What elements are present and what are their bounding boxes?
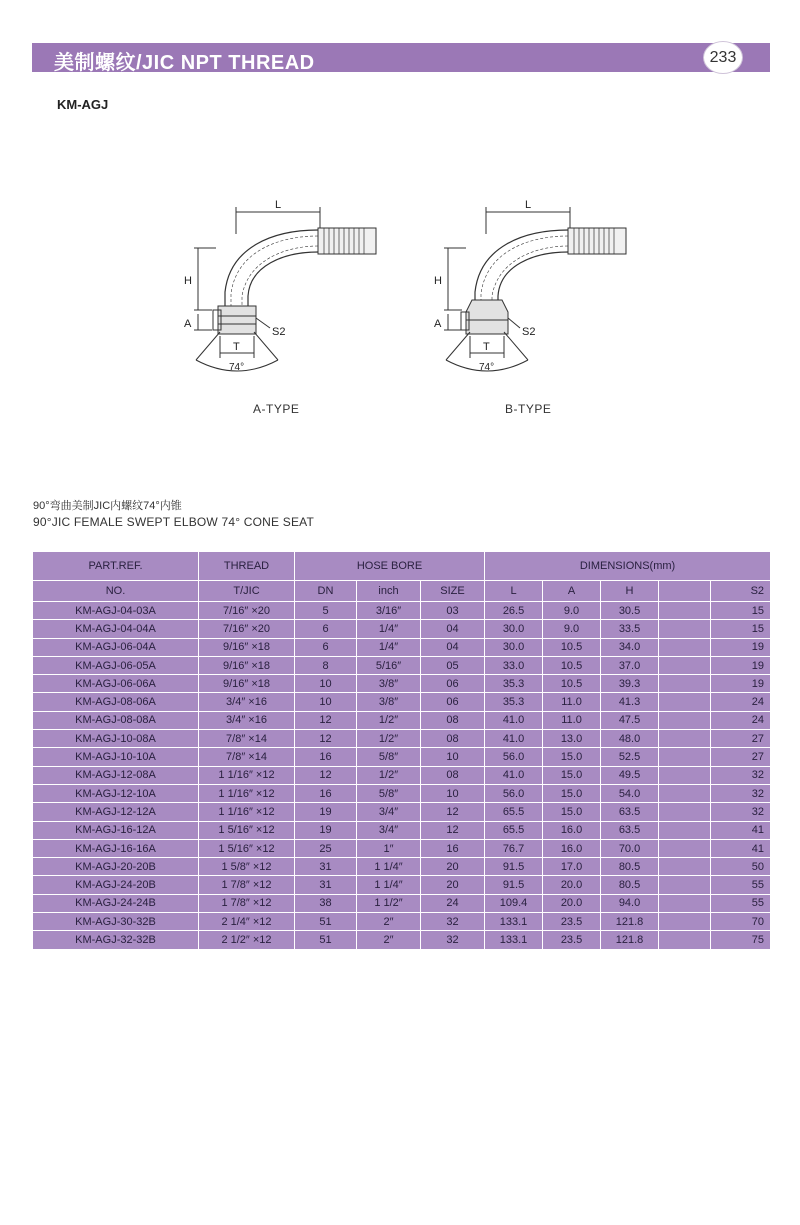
cell-dim-a: 16.0 (543, 839, 601, 857)
label-s2: S2 (522, 326, 536, 338)
cell-dim-h: 121.8 (601, 913, 659, 931)
col-header-a: A (543, 581, 601, 602)
label-t: T (483, 341, 490, 353)
label-l: L (525, 199, 532, 211)
cell-dn: 5 (295, 602, 357, 620)
table-row (33, 638, 771, 656)
cell-dim-a: 15.0 (543, 748, 601, 766)
cell-inch: 1 1/4″ (357, 858, 421, 876)
cell-part-no: KM-AGJ-24-20B (33, 876, 199, 894)
cell-dim-l: 65.5 (485, 803, 543, 821)
cell-dim-s2: 75 (711, 931, 771, 949)
cell-dim-l: 56.0 (485, 748, 543, 766)
cell-dim-a: 20.0 (543, 876, 601, 894)
cell-dim-l: 35.3 (485, 675, 543, 693)
cell-dim-s2: 19 (711, 656, 771, 674)
table-row (33, 766, 771, 784)
cell-dim-s2: 32 (711, 766, 771, 784)
cell-dim-blank (659, 858, 711, 876)
description-en: 90°JIC FEMALE SWEPT ELBOW 74° CONE SEAT (33, 515, 315, 529)
cell-inch: 1/4″ (357, 638, 421, 656)
cell-dim-a: 20.0 (543, 894, 601, 912)
table-row (33, 931, 771, 949)
cell-dim-h: 47.5 (601, 711, 659, 729)
cell-size: 32 (421, 913, 485, 931)
cell-dn: 31 (295, 858, 357, 876)
cell-dim-h: 63.5 (601, 821, 659, 839)
cell-thread: 1 5/16″ ×12 (199, 821, 295, 839)
cell-dim-h: 41.3 (601, 693, 659, 711)
label-h: H (184, 275, 192, 287)
cell-dim-blank (659, 730, 711, 748)
cell-dim-l: 35.3 (485, 693, 543, 711)
cell-dn: 12 (295, 711, 357, 729)
cell-dim-h: 54.0 (601, 784, 659, 802)
cell-dim-h: 39.3 (601, 675, 659, 693)
cell-part-no: KM-AGJ-12-10A (33, 784, 199, 802)
cell-dim-blank (659, 675, 711, 693)
cell-dim-s2: 15 (711, 602, 771, 620)
label-l: L (275, 199, 282, 211)
col-header-size: SIZE (421, 581, 485, 602)
cell-size: 04 (421, 620, 485, 638)
cell-dim-l: 30.0 (485, 638, 543, 656)
cell-thread: 9/16″ ×18 (199, 638, 295, 656)
cell-inch: 1/2″ (357, 711, 421, 729)
cell-dim-l: 76.7 (485, 839, 543, 857)
cell-dim-l: 65.5 (485, 821, 543, 839)
cell-dim-l: 109.4 (485, 894, 543, 912)
cell-inch: 1/2″ (357, 730, 421, 748)
cell-inch: 3/4″ (357, 821, 421, 839)
cell-inch: 3/8″ (357, 675, 421, 693)
cell-dim-l: 91.5 (485, 876, 543, 894)
cell-size: 03 (421, 602, 485, 620)
cell-dim-h: 33.5 (601, 620, 659, 638)
col-header-hose-bore: HOSE BORE (295, 552, 485, 581)
caption-a-type: A-TYPE (253, 402, 300, 416)
cell-dim-s2: 27 (711, 730, 771, 748)
cell-part-no: KM-AGJ-12-08A (33, 766, 199, 784)
cell-inch: 2″ (357, 913, 421, 931)
cell-size: 12 (421, 821, 485, 839)
cell-dim-a: 10.5 (543, 675, 601, 693)
cell-dim-blank (659, 913, 711, 931)
col-header-part-ref: PART.REF. (33, 552, 199, 581)
cell-thread: 7/16″ ×20 (199, 620, 295, 638)
cell-inch: 3/4″ (357, 803, 421, 821)
cell-dn: 31 (295, 876, 357, 894)
cell-part-no: KM-AGJ-32-32B (33, 931, 199, 949)
col-header-tjic: T/JIC (199, 581, 295, 602)
cell-dn: 8 (295, 656, 357, 674)
cell-dim-l: 26.5 (485, 602, 543, 620)
cell-part-no: KM-AGJ-16-16A (33, 839, 199, 857)
cell-dn: 10 (295, 693, 357, 711)
cell-thread: 3/4″ ×16 (199, 693, 295, 711)
cell-size: 06 (421, 693, 485, 711)
col-header-dimensions: DIMENSIONS(mm) (485, 552, 771, 581)
cell-dim-h: 94.0 (601, 894, 659, 912)
cell-thread: 2 1/2″ ×12 (199, 931, 295, 949)
cell-size: 08 (421, 730, 485, 748)
spec-table (32, 551, 771, 950)
cell-dim-a: 15.0 (543, 766, 601, 784)
cell-thread: 1 5/16″ ×12 (199, 839, 295, 857)
cell-size: 16 (421, 839, 485, 857)
cell-dim-blank (659, 839, 711, 857)
col-header-no: NO. (33, 581, 199, 602)
cell-dim-s2: 24 (711, 711, 771, 729)
label-a: A (184, 318, 192, 330)
cell-dn: 6 (295, 620, 357, 638)
cell-thread: 1 1/16″ ×12 (199, 766, 295, 784)
col-header-blank (659, 581, 711, 602)
table-row (33, 693, 771, 711)
cell-dim-blank (659, 638, 711, 656)
cell-part-no: KM-AGJ-04-04A (33, 620, 199, 638)
caption-b-type: B-TYPE (505, 402, 552, 416)
cell-size: 10 (421, 784, 485, 802)
cell-dim-l: 41.0 (485, 711, 543, 729)
cell-dim-h: 30.5 (601, 602, 659, 620)
cell-dim-a: 17.0 (543, 858, 601, 876)
cell-inch: 1/2″ (357, 766, 421, 784)
cell-thread: 9/16″ ×18 (199, 656, 295, 674)
cell-dim-h: 48.0 (601, 730, 659, 748)
cell-dim-h: 80.5 (601, 876, 659, 894)
cell-part-no: KM-AGJ-04-03A (33, 602, 199, 620)
cell-thread: 7/8″ ×14 (199, 730, 295, 748)
cell-inch: 1/4″ (357, 620, 421, 638)
cell-dim-blank (659, 784, 711, 802)
cell-dim-s2: 70 (711, 913, 771, 931)
model-code: KM-AGJ (57, 97, 109, 112)
cell-size: 12 (421, 803, 485, 821)
cell-part-no: KM-AGJ-08-08A (33, 711, 199, 729)
cell-dim-l: 133.1 (485, 913, 543, 931)
drawing-b-type (428, 192, 648, 382)
cell-dim-l: 41.0 (485, 766, 543, 784)
cell-dim-s2: 15 (711, 620, 771, 638)
cell-dn: 51 (295, 931, 357, 949)
cell-part-no: KM-AGJ-08-06A (33, 693, 199, 711)
cell-dim-s2: 19 (711, 638, 771, 656)
cell-size: 06 (421, 675, 485, 693)
table-row (33, 803, 771, 821)
description-cn: 90°弯曲美制JIC内螺纹74°内锥 (33, 500, 182, 512)
label-s2: S2 (272, 326, 286, 338)
cell-dim-s2: 50 (711, 858, 771, 876)
cell-dim-blank (659, 894, 711, 912)
cell-dim-h: 70.0 (601, 839, 659, 857)
cell-size: 20 (421, 858, 485, 876)
table-row (33, 602, 771, 620)
cell-dn: 12 (295, 730, 357, 748)
cell-dim-a: 15.0 (543, 784, 601, 802)
col-header-s2: S2 (711, 581, 771, 602)
cell-part-no: KM-AGJ-06-04A (33, 638, 199, 656)
cell-inch: 2″ (357, 931, 421, 949)
cell-dim-s2: 55 (711, 894, 771, 912)
cell-dim-l: 33.0 (485, 656, 543, 674)
cell-thread: 7/16″ ×20 (199, 602, 295, 620)
cell-dim-l: 133.1 (485, 931, 543, 949)
cell-dim-a: 11.0 (543, 693, 601, 711)
cell-dim-s2: 41 (711, 821, 771, 839)
cell-part-no: KM-AGJ-10-08A (33, 730, 199, 748)
col-header-h: H (601, 581, 659, 602)
cell-thread: 7/8″ ×14 (199, 748, 295, 766)
cell-dim-blank (659, 748, 711, 766)
cell-dim-blank (659, 620, 711, 638)
cell-inch: 1 1/4″ (357, 876, 421, 894)
cell-dim-blank (659, 931, 711, 949)
cell-dn: 12 (295, 766, 357, 784)
label-t: T (233, 341, 240, 353)
cell-dim-a: 11.0 (543, 711, 601, 729)
label-angle: 74° (229, 362, 245, 373)
cell-dn: 19 (295, 803, 357, 821)
col-header-thread: THREAD (199, 552, 295, 581)
cell-dn: 51 (295, 913, 357, 931)
cell-dim-a: 15.0 (543, 803, 601, 821)
cell-dn: 6 (295, 638, 357, 656)
cell-part-no: KM-AGJ-30-32B (33, 913, 199, 931)
cell-dim-h: 63.5 (601, 803, 659, 821)
table-row (33, 730, 771, 748)
cell-dim-a: 16.0 (543, 821, 601, 839)
cell-dim-blank (659, 821, 711, 839)
cell-thread: 2 1/4″ ×12 (199, 913, 295, 931)
cell-inch: 5/8″ (357, 784, 421, 802)
cell-dim-a: 10.5 (543, 656, 601, 674)
table-row (33, 894, 771, 912)
cell-dim-l: 30.0 (485, 620, 543, 638)
cell-dim-s2: 24 (711, 693, 771, 711)
cell-dim-blank (659, 876, 711, 894)
cell-dn: 10 (295, 675, 357, 693)
cell-inch: 5/16″ (357, 656, 421, 674)
table-row (33, 858, 771, 876)
cell-dim-blank (659, 766, 711, 784)
cell-size: 04 (421, 638, 485, 656)
cell-inch: 5/8″ (357, 748, 421, 766)
cell-size: 20 (421, 876, 485, 894)
cell-size: 05 (421, 656, 485, 674)
cell-part-no: KM-AGJ-06-05A (33, 656, 199, 674)
label-a: A (434, 318, 442, 330)
spec-table-body (33, 602, 771, 950)
cell-dim-s2: 55 (711, 876, 771, 894)
cell-dim-s2: 32 (711, 784, 771, 802)
cell-dim-blank (659, 803, 711, 821)
cell-dim-a: 23.5 (543, 913, 601, 931)
col-header-dn: DN (295, 581, 357, 602)
cell-size: 10 (421, 748, 485, 766)
cell-dim-l: 91.5 (485, 858, 543, 876)
table-row (33, 821, 771, 839)
cell-dim-s2: 41 (711, 839, 771, 857)
cell-dn: 25 (295, 839, 357, 857)
cell-dim-a: 9.0 (543, 602, 601, 620)
cell-dim-blank (659, 693, 711, 711)
table-row (33, 656, 771, 674)
table-row (33, 839, 771, 857)
cell-dim-a: 10.5 (543, 638, 601, 656)
cell-inch: 3/8″ (357, 693, 421, 711)
cell-dim-s2: 19 (711, 675, 771, 693)
table-row (33, 876, 771, 894)
cell-dim-a: 23.5 (543, 931, 601, 949)
cell-part-no: KM-AGJ-16-12A (33, 821, 199, 839)
cell-size: 24 (421, 894, 485, 912)
col-header-l: L (485, 581, 543, 602)
cell-dn: 19 (295, 821, 357, 839)
drawing-a-type (178, 192, 398, 382)
cell-dim-l: 41.0 (485, 730, 543, 748)
cell-part-no: KM-AGJ-12-12A (33, 803, 199, 821)
cell-dim-h: 80.5 (601, 858, 659, 876)
cell-thread: 1 7/8″ ×12 (199, 894, 295, 912)
cell-part-no: KM-AGJ-06-06A (33, 675, 199, 693)
cell-dim-a: 13.0 (543, 730, 601, 748)
cell-dim-h: 52.5 (601, 748, 659, 766)
cell-thread: 1 5/8″ ×12 (199, 858, 295, 876)
table-row (33, 675, 771, 693)
cell-inch: 1″ (357, 839, 421, 857)
cell-dim-h: 49.5 (601, 766, 659, 784)
col-header-inch: inch (357, 581, 421, 602)
cell-thread: 3/4″ ×16 (199, 711, 295, 729)
cell-part-no: KM-AGJ-24-24B (33, 894, 199, 912)
cell-dim-blank (659, 602, 711, 620)
cell-dim-l: 56.0 (485, 784, 543, 802)
cell-dim-s2: 32 (711, 803, 771, 821)
table-row (33, 748, 771, 766)
cell-dn: 16 (295, 784, 357, 802)
cell-dim-blank (659, 711, 711, 729)
cell-thread: 9/16″ ×18 (199, 675, 295, 693)
cell-inch: 3/16″ (357, 602, 421, 620)
cell-thread: 1 1/16″ ×12 (199, 784, 295, 802)
page-number-badge: 233 (703, 41, 743, 74)
page-title: 美制螺纹/JIC NPT THREAD (54, 52, 315, 74)
cell-size: 08 (421, 766, 485, 784)
table-row (33, 913, 771, 931)
cell-part-no: KM-AGJ-10-10A (33, 748, 199, 766)
cell-inch: 1 1/2″ (357, 894, 421, 912)
table-row (33, 620, 771, 638)
cell-dn: 16 (295, 748, 357, 766)
cell-size: 32 (421, 931, 485, 949)
cell-dim-h: 121.8 (601, 931, 659, 949)
cell-dn: 38 (295, 894, 357, 912)
label-angle: 74° (479, 362, 495, 373)
cell-dim-s2: 27 (711, 748, 771, 766)
cell-dim-h: 34.0 (601, 638, 659, 656)
cell-dim-a: 9.0 (543, 620, 601, 638)
label-h: H (434, 275, 442, 287)
cell-size: 08 (421, 711, 485, 729)
cell-dim-blank (659, 656, 711, 674)
cell-thread: 1 1/16″ ×12 (199, 803, 295, 821)
table-row (33, 711, 771, 729)
table-row (33, 784, 771, 802)
cell-part-no: KM-AGJ-20-20B (33, 858, 199, 876)
cell-dim-h: 37.0 (601, 656, 659, 674)
cell-thread: 1 7/8″ ×12 (199, 876, 295, 894)
